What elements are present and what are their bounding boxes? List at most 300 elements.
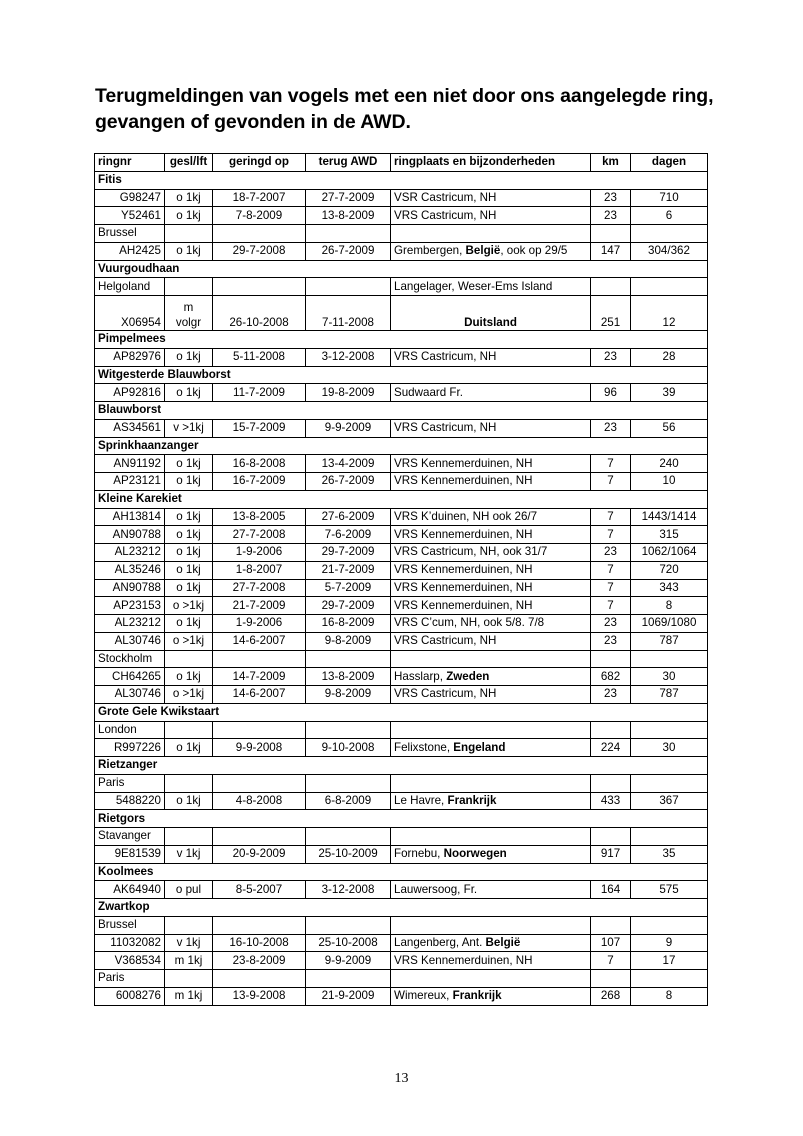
species-name: Pimpelmees [95, 331, 708, 349]
ringplaats-cell [391, 473, 591, 491]
ringnr-cell: AP23121 [95, 473, 165, 491]
ringnr-cell: AL35246 [95, 561, 165, 579]
gesl-lft-cell: o >1kj [165, 597, 213, 615]
gesl-lft-cell: o 1kj [165, 615, 213, 633]
empty-cell [591, 828, 631, 846]
ring-scheme-name: Helgoland [95, 278, 165, 296]
ringplaats-cell [391, 207, 591, 225]
place-text: VRS Castricum, NH [394, 208, 497, 222]
empty-cell [306, 278, 391, 296]
empty-cell [591, 278, 631, 296]
table-row [95, 473, 708, 491]
ring-scheme-row [95, 225, 708, 243]
empty-cell [591, 774, 631, 792]
geringd-op-cell: 1-9-2006 [213, 615, 306, 633]
table-row [95, 597, 708, 615]
table-row [95, 561, 708, 579]
km-cell: 107 [591, 934, 631, 952]
table-row [95, 419, 708, 437]
place-text: VRS Kennemerduinen, NH [394, 527, 533, 541]
country-text: Engeland [453, 740, 506, 754]
dagen-cell: 35 [631, 845, 708, 863]
dagen-cell: 787 [631, 686, 708, 704]
ringplaats-cell: Langelager, Weser-Ems Island [391, 278, 591, 296]
ringnr-cell: AL23212 [95, 544, 165, 562]
ringplaats-cell [391, 242, 591, 260]
gesl-lft-cell: o 1kj [165, 207, 213, 225]
ringnr-cell: R997226 [95, 739, 165, 757]
empty-cell [591, 916, 631, 934]
place-text: Sudwaard Fr. [394, 385, 463, 399]
km-cell: 682 [591, 668, 631, 686]
dagen-cell: 39 [631, 384, 708, 402]
geringd-op-cell: 27-7-2008 [213, 579, 306, 597]
ringplaats-cell [391, 668, 591, 686]
dagen-cell: 8 [631, 987, 708, 1005]
place-note-text: , ook op 29/5 [500, 244, 568, 258]
km-cell: 23 [591, 419, 631, 437]
species-header-row [95, 366, 708, 384]
gesl-lft-cell [165, 296, 213, 331]
table-row [95, 544, 708, 562]
column-header-ringplaats: ringplaats en bijzonderheden [391, 154, 591, 172]
ringnr-cell: V368534 [95, 952, 165, 970]
ringplaats-cell [391, 970, 591, 988]
geringd-op-cell: 7-8-2009 [213, 207, 306, 225]
empty-cell [631, 774, 708, 792]
ring-recoveries-table [94, 153, 708, 1006]
table-row [95, 242, 708, 260]
country-text: Frankrijk [447, 793, 497, 807]
species-header-row [95, 863, 708, 881]
terug-awd-cell: 7-11-2008 [306, 296, 391, 331]
ringplaats-cell [391, 225, 591, 243]
empty-cell [631, 721, 708, 739]
dagen-cell: 17 [631, 952, 708, 970]
gesl-lft-cell: o 1kj [165, 739, 213, 757]
ringplaats-cell [391, 952, 591, 970]
table-row [95, 686, 708, 704]
species-name: Koolmees [95, 863, 708, 881]
km-cell: 96 [591, 384, 631, 402]
geringd-op-cell: 1-8-2007 [213, 561, 306, 579]
empty-cell [165, 970, 213, 988]
ringnr-cell: AS34561 [95, 419, 165, 437]
ringplaats-cell [391, 650, 591, 668]
ringplaats-cell [391, 739, 591, 757]
km-cell: 7 [591, 597, 631, 615]
ringnr-cell: 11032082 [95, 934, 165, 952]
geringd-op-cell: 1-9-2006 [213, 544, 306, 562]
ringplaats-cell [391, 686, 591, 704]
terug-awd-cell: 3-12-2008 [306, 881, 391, 899]
terug-awd-cell: 27-7-2009 [306, 189, 391, 207]
ring-scheme-name: Brussel [95, 225, 165, 243]
species-name: Witgesterde Blauwborst [95, 366, 708, 384]
ring-scheme-name: Paris [95, 774, 165, 792]
terug-awd-cell: 21-7-2009 [306, 561, 391, 579]
terug-awd-cell: 26-7-2009 [306, 242, 391, 260]
species-name: Kleine Karekiet [95, 490, 708, 508]
ringnr-cell: AH2425 [95, 242, 165, 260]
ringnr-cell: AL23212 [95, 615, 165, 633]
table-row [95, 207, 708, 225]
km-cell: 23 [591, 189, 631, 207]
dagen-cell: 240 [631, 455, 708, 473]
geringd-op-cell: 13-8-2005 [213, 508, 306, 526]
dagen-cell: 343 [631, 579, 708, 597]
ringnr-cell: X06954 [95, 296, 165, 331]
gesl-lft-cell: o pul [165, 881, 213, 899]
empty-cell [165, 916, 213, 934]
km-cell: 7 [591, 952, 631, 970]
empty-cell [213, 225, 306, 243]
empty-cell [213, 916, 306, 934]
place-text: VRS Kennemerduinen, NH [394, 474, 533, 488]
km-cell: 917 [591, 845, 631, 863]
place-text: VRS Kennemerduinen, NH [394, 598, 533, 612]
column-header-gesl-lft: gesl/lft [165, 154, 213, 172]
empty-cell [591, 225, 631, 243]
species-header-row [95, 437, 708, 455]
ringplaats-cell [391, 455, 591, 473]
empty-cell [165, 828, 213, 846]
species-name: Rietzanger [95, 757, 708, 775]
km-cell: 7 [591, 508, 631, 526]
empty-cell [591, 970, 631, 988]
gesl-lft-cell: o 1kj [165, 455, 213, 473]
ring-scheme-row [95, 721, 708, 739]
terug-awd-cell: 9-8-2009 [306, 632, 391, 650]
table-row [95, 881, 708, 899]
table-row [95, 668, 708, 686]
ringnr-cell: AN91192 [95, 455, 165, 473]
column-header-ringnr: ringnr [95, 154, 165, 172]
empty-cell [306, 916, 391, 934]
km-cell: 23 [591, 348, 631, 366]
km-cell: 23 [591, 615, 631, 633]
place-text: VRS Castricum, NH [394, 687, 497, 701]
terug-awd-cell: 13-4-2009 [306, 455, 391, 473]
terug-awd-cell: 9-9-2009 [306, 952, 391, 970]
dagen-cell: 30 [631, 668, 708, 686]
ring-scheme-name: Brussel [95, 916, 165, 934]
empty-cell [306, 721, 391, 739]
gesl-lft-cell: o 1kj [165, 579, 213, 597]
ringnr-cell: 6008276 [95, 987, 165, 1005]
empty-cell [213, 650, 306, 668]
table-row [95, 792, 708, 810]
table-row [95, 615, 708, 633]
ringplaats-cell [391, 845, 591, 863]
place-text: Grembergen, [394, 244, 466, 258]
ringnr-cell: AL30746 [95, 686, 165, 704]
empty-cell [306, 225, 391, 243]
table-row [95, 296, 708, 331]
place-text: Felixstone, [394, 740, 454, 754]
country-text: Noorwegen [443, 847, 507, 861]
ringplaats-cell [391, 632, 591, 650]
species-header-row [95, 703, 708, 721]
place-text: VRS Kennemerduinen, NH [394, 456, 533, 470]
ringnr-cell: AP82976 [95, 348, 165, 366]
km-cell: 23 [591, 632, 631, 650]
ringplaats-cell [391, 189, 591, 207]
ringplaats-cell [391, 774, 591, 792]
ring-scheme-name: Stavanger [95, 828, 165, 846]
ringnr-cell: AH13814 [95, 508, 165, 526]
dagen-cell: 1443/1414 [631, 508, 708, 526]
empty-cell [306, 774, 391, 792]
place-text: VRS Castricum, NH [394, 350, 497, 364]
gesl-lft-cell: o 1kj [165, 668, 213, 686]
place-text: Fornebu, [394, 847, 444, 861]
geringd-op-cell: 13-9-2008 [213, 987, 306, 1005]
ringplaats-cell [391, 544, 591, 562]
km-cell: 23 [591, 207, 631, 225]
table-body [95, 171, 708, 1005]
terug-awd-cell: 26-7-2009 [306, 473, 391, 491]
ring-scheme-row [95, 916, 708, 934]
ringnr-cell: AK64940 [95, 881, 165, 899]
place-text: Wimereux, [394, 989, 453, 1003]
country-text: Zweden [446, 669, 490, 683]
terug-awd-cell: 29-7-2009 [306, 544, 391, 562]
ringplaats-cell [391, 508, 591, 526]
ringplaats-cell [391, 296, 591, 331]
title-line-2: gevangen of gevonden in de AWD. [95, 111, 411, 133]
table-row [95, 348, 708, 366]
ringplaats-cell [391, 881, 591, 899]
dagen-cell: 9 [631, 934, 708, 952]
empty-cell [165, 774, 213, 792]
place-text: VRS Castricum, NH [394, 421, 497, 435]
ringplaats-cell [391, 615, 591, 633]
geringd-op-cell: 14-7-2009 [213, 668, 306, 686]
species-header-row [95, 810, 708, 828]
geringd-op-cell: 15-7-2009 [213, 419, 306, 437]
ringplaats-cell [391, 916, 591, 934]
column-header-geringd-op: geringd op [213, 154, 306, 172]
species-header-row [95, 402, 708, 420]
ringplaats-cell [391, 384, 591, 402]
place-text: VSR Castricum, NH [394, 190, 497, 204]
gesl-lft-cell: m 1kj [165, 987, 213, 1005]
gesl-lft-cell: o 1kj [165, 348, 213, 366]
empty-cell [306, 650, 391, 668]
dagen-cell: 315 [631, 526, 708, 544]
species-header-row [95, 490, 708, 508]
page-number: 13 [394, 1071, 409, 1086]
dagen-cell: 8 [631, 597, 708, 615]
km-cell: 7 [591, 455, 631, 473]
species-header-row [95, 899, 708, 917]
table-row [95, 455, 708, 473]
ring-scheme-name: London [95, 721, 165, 739]
table-row [95, 384, 708, 402]
empty-cell [165, 721, 213, 739]
ringplaats-cell [391, 348, 591, 366]
dagen-cell: 6 [631, 207, 708, 225]
geringd-op-cell: 11-7-2009 [213, 384, 306, 402]
terug-awd-cell: 29-7-2009 [306, 597, 391, 615]
lft-line: volgr [175, 316, 202, 329]
km-cell: 7 [591, 579, 631, 597]
geringd-op-cell: 20-9-2009 [213, 845, 306, 863]
country-text: Frankrijk [452, 989, 502, 1003]
place-text: Hasslarp, [394, 669, 447, 683]
geringd-op-cell: 16-8-2008 [213, 455, 306, 473]
species-header-row [95, 331, 708, 349]
species-name: Sprinkhaanzanger [95, 437, 708, 455]
place-text: VRS Kennemerduinen, NH [394, 953, 533, 967]
ring-scheme-row [95, 278, 708, 296]
km-cell: 23 [591, 686, 631, 704]
ringplaats-cell [391, 721, 591, 739]
gesl-lft-cell: v >1kj [165, 419, 213, 437]
terug-awd-cell: 19-8-2009 [306, 384, 391, 402]
km-cell: 23 [591, 544, 631, 562]
gesl-lft-cell: o >1kj [165, 632, 213, 650]
species-name: Rietgors [95, 810, 708, 828]
table-row [95, 189, 708, 207]
dagen-cell: 1069/1080 [631, 615, 708, 633]
empty-cell [165, 225, 213, 243]
empty-cell [631, 278, 708, 296]
terug-awd-cell: 25-10-2008 [306, 934, 391, 952]
empty-cell [631, 828, 708, 846]
geringd-op-cell: 5-11-2008 [213, 348, 306, 366]
empty-cell [165, 278, 213, 296]
geringd-op-cell: 4-8-2008 [213, 792, 306, 810]
terug-awd-cell: 13-8-2009 [306, 668, 391, 686]
gesl-lft-cell: v 1kj [165, 845, 213, 863]
gesl-lft-cell: o 1kj [165, 561, 213, 579]
terug-awd-cell: 9-8-2009 [306, 686, 391, 704]
dagen-cell: 575 [631, 881, 708, 899]
dagen-cell: 1062/1064 [631, 544, 708, 562]
table-header-row [95, 154, 708, 172]
dagen-cell: 28 [631, 348, 708, 366]
terug-awd-cell: 25-10-2009 [306, 845, 391, 863]
place-text: Langenberg, Ant. [394, 935, 486, 949]
km-cell: 7 [591, 473, 631, 491]
dagen-cell: 720 [631, 561, 708, 579]
geringd-op-cell: 9-9-2008 [213, 739, 306, 757]
ringplaats-cell [391, 419, 591, 437]
column-header-km: km [591, 154, 631, 172]
geringd-op-cell: 23-8-2009 [213, 952, 306, 970]
species-name: Blauwborst [95, 402, 708, 420]
table-row [95, 526, 708, 544]
gesl-lft-cell: v 1kj [165, 934, 213, 952]
ringplaats-cell [391, 934, 591, 952]
ringplaats-cell [391, 526, 591, 544]
place-text: VRS Kennemerduinen, NH [394, 580, 533, 594]
place-text: VRS Castricum, NH, ook 31/7 [394, 545, 548, 559]
place-text: Le Havre, [394, 793, 448, 807]
terug-awd-cell: 21-9-2009 [306, 987, 391, 1005]
place-text: Lauwersoog, Fr. [394, 882, 478, 896]
ringnr-cell: AL30746 [95, 632, 165, 650]
geringd-op-cell: 26-10-2008 [213, 296, 306, 331]
terug-awd-cell: 5-7-2009 [306, 579, 391, 597]
gesl-lft-cell: o 1kj [165, 792, 213, 810]
gesl-line: m [183, 301, 194, 314]
ringplaats-cell [391, 987, 591, 1005]
empty-cell [631, 225, 708, 243]
place-text: VRS C’cum, NH, ook 5/8. 7/8 [394, 616, 545, 630]
empty-cell [306, 828, 391, 846]
ring-scheme-row [95, 774, 708, 792]
species-name: Fitis [95, 171, 708, 189]
km-cell: 433 [591, 792, 631, 810]
dagen-cell: 56 [631, 419, 708, 437]
terug-awd-cell: 27-6-2009 [306, 508, 391, 526]
table-row [95, 508, 708, 526]
empty-cell [213, 828, 306, 846]
ring-scheme-row [95, 970, 708, 988]
km-cell: 224 [591, 739, 631, 757]
country-text: België [485, 935, 521, 949]
empty-cell [213, 278, 306, 296]
ringnr-cell: 9E81539 [95, 845, 165, 863]
ringplaats-cell [391, 579, 591, 597]
km-cell: 268 [591, 987, 631, 1005]
gesl-lft-cell: o 1kj [165, 544, 213, 562]
dagen-cell: 367 [631, 792, 708, 810]
gesl-lft-cell: o 1kj [165, 242, 213, 260]
geringd-op-cell: 29-7-2008 [213, 242, 306, 260]
terug-awd-cell: 7-6-2009 [306, 526, 391, 544]
geringd-op-cell: 16-10-2008 [213, 934, 306, 952]
ringnr-cell: G98247 [95, 189, 165, 207]
geringd-op-cell: 14-6-2007 [213, 632, 306, 650]
gesl-lft-cell: o 1kj [165, 473, 213, 491]
title-line-1: Terugmeldingen van vogels met een niet door ons aangelegde ring, [95, 85, 714, 107]
ringnr-cell: AP23153 [95, 597, 165, 615]
geringd-op-cell: 18-7-2007 [213, 189, 306, 207]
geringd-op-cell: 21-7-2009 [213, 597, 306, 615]
table-row [95, 952, 708, 970]
empty-cell [631, 970, 708, 988]
gesl-lft-cell: m 1kj [165, 952, 213, 970]
ringnr-cell: 5488220 [95, 792, 165, 810]
ring-scheme-name: Paris [95, 970, 165, 988]
dagen-cell: 710 [631, 189, 708, 207]
column-header-terug-awd: terug AWD [306, 154, 391, 172]
place-text: VRS K’duinen, NH ook 26/7 [394, 509, 538, 523]
terug-awd-cell: 16-8-2009 [306, 615, 391, 633]
table-row [95, 579, 708, 597]
table-row [95, 934, 708, 952]
km-cell: 251 [591, 296, 631, 331]
gesl-lft-cell: o 1kj [165, 189, 213, 207]
ringnr-cell: Y52461 [95, 207, 165, 225]
terug-awd-cell: 3-12-2008 [306, 348, 391, 366]
terug-awd-cell: 13-8-2009 [306, 207, 391, 225]
country-text: België [465, 244, 501, 258]
table-row [95, 845, 708, 863]
empty-cell [631, 916, 708, 934]
ring-scheme-name: Stockholm [95, 650, 165, 668]
empty-cell [213, 970, 306, 988]
geringd-op-cell: 27-7-2008 [213, 526, 306, 544]
geringd-op-cell: 14-6-2007 [213, 686, 306, 704]
ringplaats-cell [391, 597, 591, 615]
column-header-dagen: dagen [631, 154, 708, 172]
page-title [95, 83, 735, 135]
